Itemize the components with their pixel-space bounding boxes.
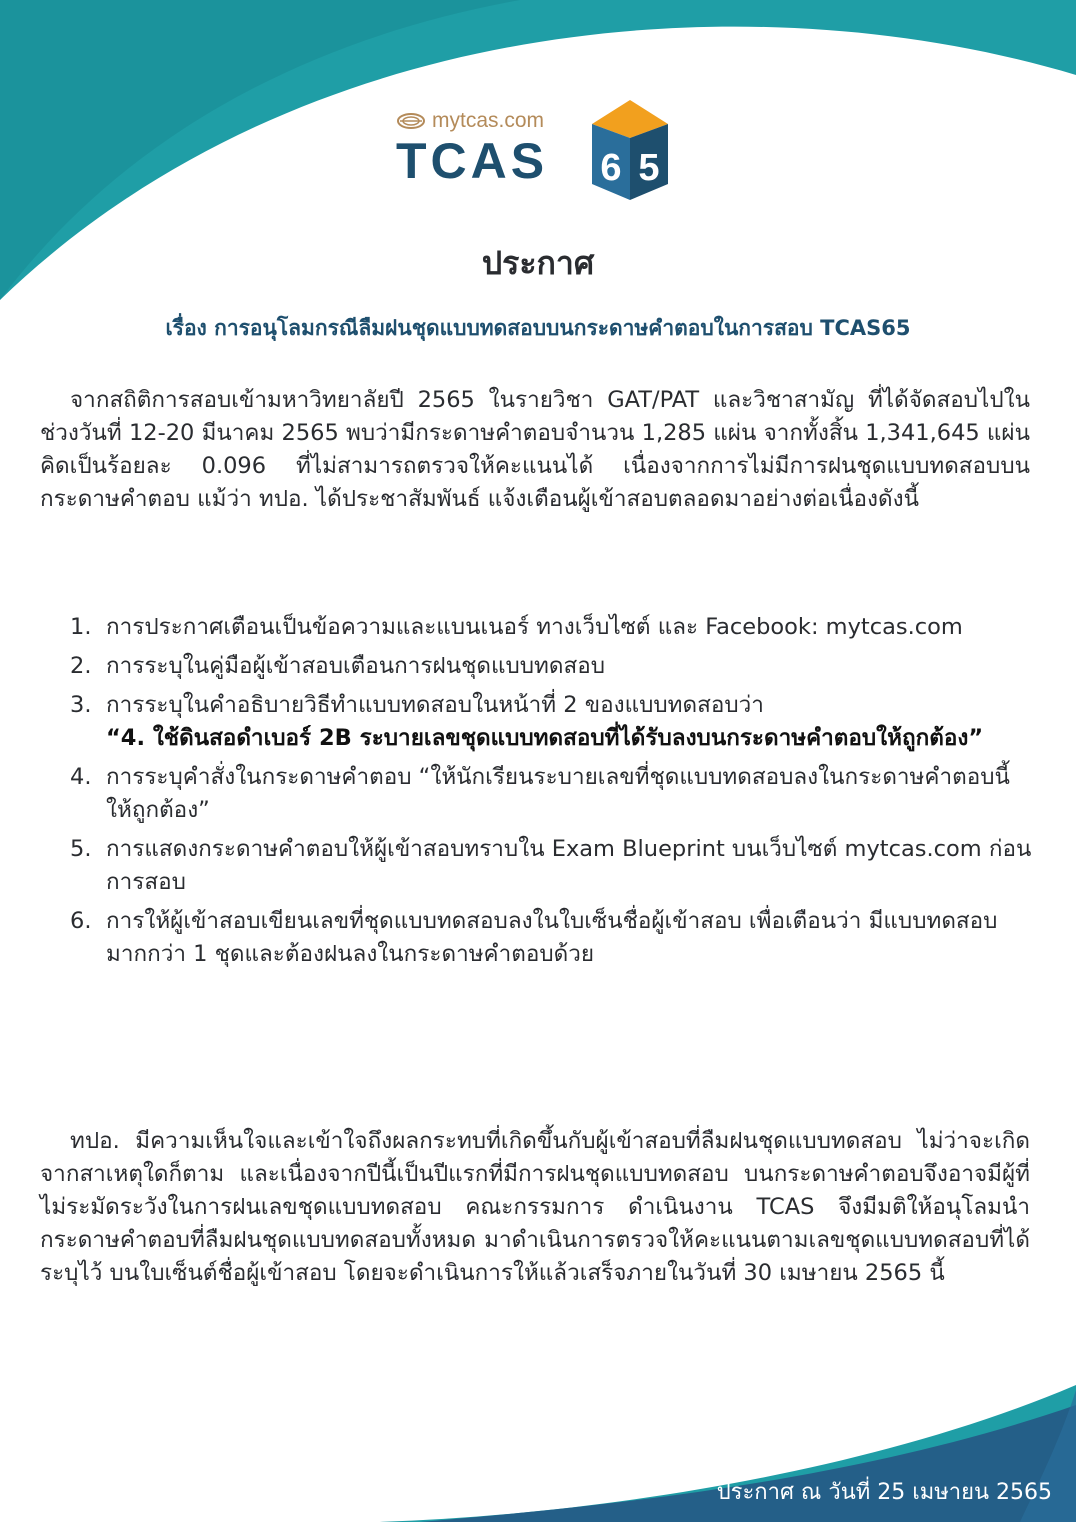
list-item-text: การระบุในคู่มือผู้เข้าสอบเตือนการฝนชุดแบบทดสอบ — [106, 653, 605, 679]
list-item-text: การระบุคำสั่งในกระดาษคำตอบ “ให้นักเรียนระบายเลขที่ชุดแบบทดสอบลงในกระดาษคำตอบนี้ให้ถูกต้อง” — [106, 764, 1010, 823]
list-item-number: 3. — [70, 692, 92, 718]
list-item-text: การให้ผู้เข้าสอบเขียนเลขที่ชุดแบบทดสอบลงในใบเซ็นชื่อผู้เข้าสอบ เพื่อเตือนว่า มีแบบทดสอบมากกว่า 1 ชุดและต้องฝนลงในกระดาษคำตอบด้วย — [106, 908, 998, 967]
logo-digit-6: 6 — [600, 147, 622, 189]
list-item-number: 2. — [70, 653, 92, 679]
warning-list — [70, 611, 1035, 977]
logo-site — [396, 110, 544, 132]
book-logo-icon — [584, 98, 676, 202]
list-item-number: 5. — [70, 836, 92, 862]
logo-digit-5: 5 — [638, 147, 660, 189]
eye-logo-icon — [396, 112, 426, 130]
tcas-logo — [396, 98, 676, 204]
paragraph-decision: ทปอ. มีความเห็นใจและเข้าใจถึงผลกระทบที่เกิดขึ้นกับผู้เข้าสอบที่ลืมฝนชุดแบบทดสอบ ไม่ว่าจะเกิดจากสาเหตุใดก็ตาม และเนื่องจากปีนี้เป็นปีแรกที่มีการฝนชุดแบบทดสอบ บนกระดาษคำตอบจึงอาจมีผู้ที่ไม่ระมัดระวังในการฝนเลขชุดแบบทดสอบ คณะกรรมการ ดำเนินงาน TCAS จึงมีมติให้อนุโลมนำกระดาษคำตอบที่ลืมฝนชุดแบบทดสอบทั้งหมด มาดำเนินการตรวจให้คะแนนตามเลขชุดแบบทดสอบที่ได้ระบุไว้ บนใบเซ็นต์ชื่อผู้เข้าสอบ โดยจะดำเนินการให้แล้วเสร็จภายในวันที่ 30 เมษายน 2565 นี้ — [40, 1128, 1030, 1286]
logo-wordmark: TCAS — [396, 133, 549, 189]
list-item — [70, 689, 1035, 755]
list-item-text: การประกาศเตือนเป็นข้อความและแบนเนอร์ ทางเว็บไซต์ และ Facebook: mytcas.com — [106, 614, 963, 640]
list-item-number: 6. — [70, 908, 92, 934]
list-item — [70, 833, 1035, 899]
list-item — [70, 761, 1035, 827]
list-item-text: การระบุในคำอธิบายวิธีทำแบบทดสอบในหน้าที่ 2 ของแบบทดสอบว่า — [106, 692, 764, 718]
page-title: ประกาศ — [481, 244, 595, 282]
list-item-number: 4. — [70, 764, 92, 790]
list-item-number: 1. — [70, 614, 92, 640]
announcement-date: ประกาศ ณ วันที่ 25 เมษายน 2565 — [716, 1480, 1052, 1505]
list-item — [70, 611, 1035, 644]
logo-site-text: mytcas.com — [432, 109, 545, 132]
list-item-quote: “4. ใช้ดินสอดำเบอร์ 2B ระบายเลขชุดแบบทดสอบที่ได้รับลงบนกระดาษคำตอบให้ถูกต้อง” — [106, 725, 984, 751]
paragraph-intro: จากสถิติการสอบเข้ามหาวิทยาลัยปี 2565 ในรายวิชา GAT/PAT และวิชาสามัญ ที่ได้จัดสอบไปในช่วงวันที่ 12-20 มีนาคม 2565 พบว่ามีกระดาษคำตอบจำนวน 1,285 แผ่น จากทั้งสิ้น 1,341,645 แผ่น คิดเป็นร้อยละ 0.096 ที่ไม่สามารถตรวจให้คะแนนได้ เนื่องจากการไม่มีการฝนชุดแบบทดสอบบนกระดาษคำตอบ แม้ว่า ทปอ. ได้ประชาสัมพันธ์ แจ้งเตือนผู้เข้าสอบตลอดมาอย่างต่อเนื่องดังนี้ — [40, 387, 1030, 512]
list-item — [70, 905, 1035, 971]
list-item — [70, 650, 1035, 683]
announcement-subject: เรื่อง การอนุโลมกรณีลืมฝนชุดแบบทดสอบบนกระดาษคำตอบในการสอบ TCAS65 — [165, 316, 911, 340]
list-item-text: การแสดงกระดาษคำตอบให้ผู้เข้าสอบทราบใน Exam Blueprint บนเว็บไซต์ mytcas.com ก่อนการสอบ — [106, 836, 1032, 895]
